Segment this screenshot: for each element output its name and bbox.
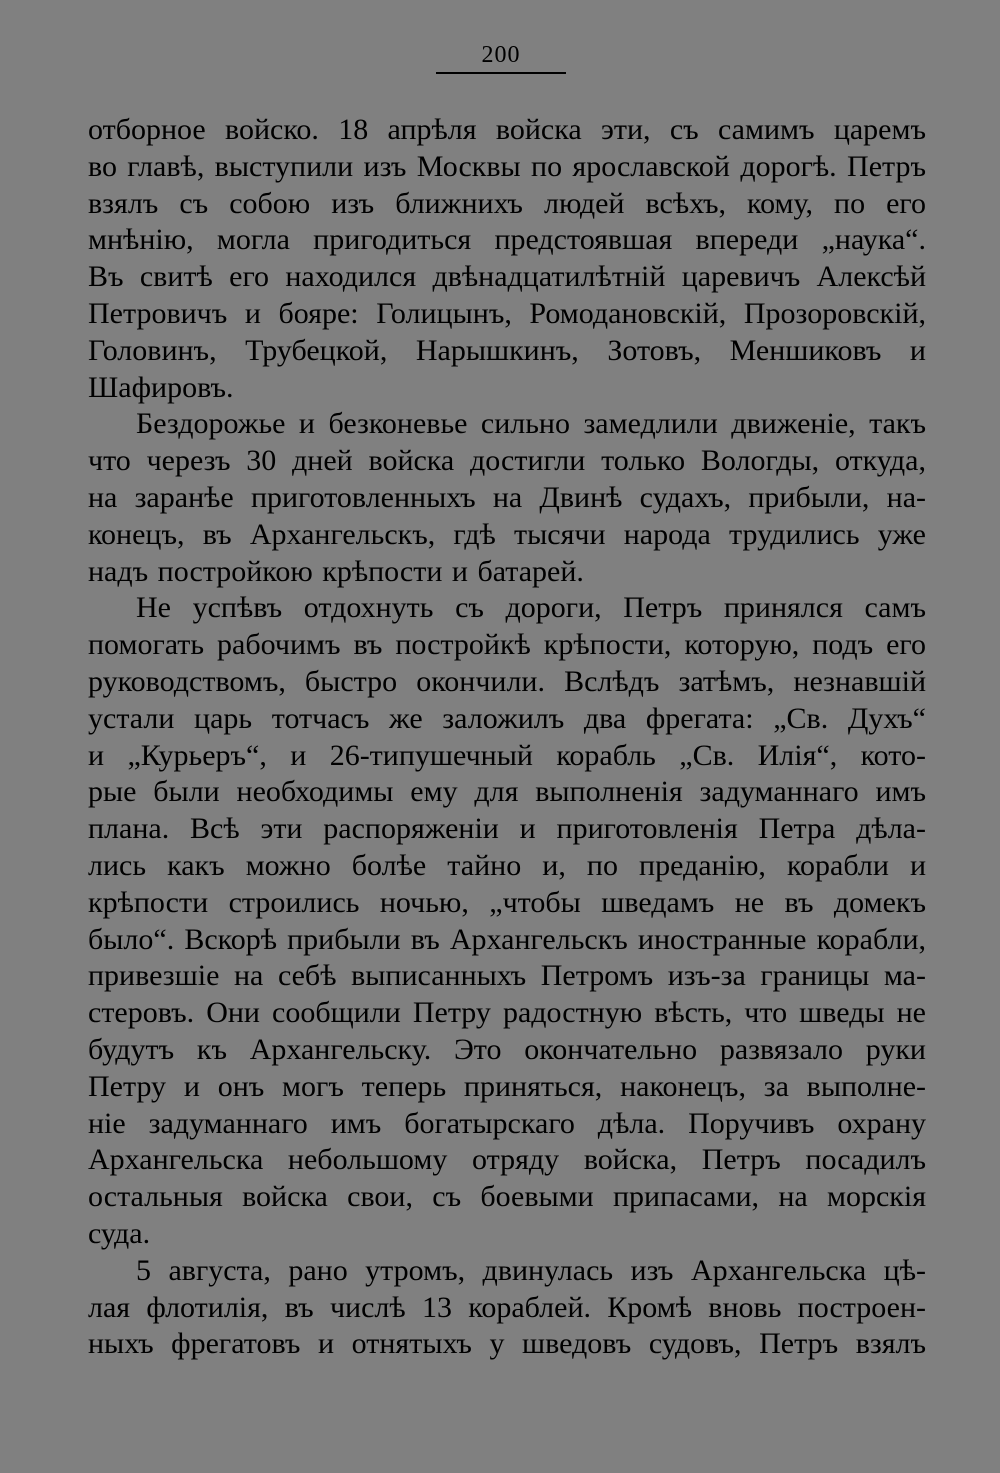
paragraph <box>88 1253 926 1363</box>
text-line: и „Курьеръ“, и 26-типушечный корабль „Св. Илія“, кото- <box>88 738 926 772</box>
text-line: Петру и онъ могъ теперь приняться, наконецъ, за выполне- <box>88 1069 926 1103</box>
text-line: что черезъ 30 дней войска достигли только Вологды, откуда, <box>88 444 926 478</box>
text-line: стеровъ. Они сообщили Петру радостную вѣсть, что шведы не <box>88 996 926 1030</box>
text-line: во главѣ, выступили изъ Москвы по ярославской дорогѣ. Петръ <box>88 149 926 183</box>
text-line: отборное войско. 18 апрѣля войска эти, съ самимъ царемъ <box>88 113 926 146</box>
text-line: лись какъ можно болѣе тайно и, по преданію, корабли и <box>88 848 926 882</box>
body-text <box>88 112 926 1363</box>
text-line: Не успѣвъ отдохнуть съ дороги, Петръ принялся самъ <box>136 591 926 625</box>
text-line: надъ постройкою крѣпости и батарей. <box>88 554 584 588</box>
text-line: лая флотилія, въ числѣ 13 кораблей. Кромѣ вновь построен- <box>88 1290 926 1324</box>
text-line: Головинъ, Трубецкой, Нарышкинъ, Зотовъ, Меншиковъ и <box>88 333 926 367</box>
text-line: на заранѣе приготовленныхъ на Двинѣ судахъ, прибыли, на- <box>88 480 926 514</box>
text-line: было“. Вскорѣ прибыли въ Архангельскъ иностранные корабли, <box>88 922 926 956</box>
text-line: будутъ къ Архангельску. Это окончательно развязало руки <box>88 1032 926 1066</box>
text-line: мнѣнію, могла пригодиться предстоявшая впереди „наука“. <box>88 223 926 257</box>
text-line: 5 августа, рано утромъ, двинулась изъ Архангельска цѣ- <box>136 1253 926 1287</box>
text-line: крѣпости строились ночью, „чтобы шведамъ не въ домекъ <box>88 885 926 919</box>
text-line: ніе задуманнаго имъ богатырскаго дѣла. Поручивъ охрану <box>88 1106 926 1140</box>
text-line: Бездорожье и безконевье сильно замедлили движеніе, такъ <box>136 407 926 441</box>
page-number: 200 <box>481 42 521 68</box>
text-line: суда. <box>88 1216 151 1250</box>
text-line: Въ свитѣ его находился двѣнадцатилѣтній царевичъ Алексѣй <box>88 260 926 294</box>
text-line: взялъ съ собою изъ ближнихъ людей всѣхъ, кому, по его <box>88 186 926 220</box>
text-line: руководствомъ, быстро окончили. Вслѣдъ затѣмъ, незнавшій <box>88 664 926 698</box>
text-line: Петровичъ и бояре: Голицынъ, Ромодановскій, Прозоровскій, <box>88 296 926 330</box>
page-number-rule <box>436 72 566 74</box>
text-line: конецъ, въ Архангельскъ, гдѣ тысячи народа трудились уже <box>88 517 926 551</box>
text-line: помогать рабочимъ въ постройкѣ крѣпости, которую, подъ его <box>88 628 926 662</box>
text-line: Шафировъ. <box>88 370 234 404</box>
text-line: привезшіе на себѣ выписанныхъ Петромъ изъ-за границы ма- <box>88 959 926 993</box>
text-line: плана. Всѣ эти распоряженіи и приготовленія Петра дѣла- <box>88 812 926 846</box>
text-line: рые были необходимы ему для выполненія задуманнаго имъ <box>88 775 926 809</box>
paragraph <box>88 406 926 590</box>
text-line: остальныя войска свои, съ боевыми припасами, на морскія <box>88 1180 926 1214</box>
text-line: Архангельска небольшому отряду войска, Петръ посадилъ <box>88 1143 926 1177</box>
text-line: ныхъ фрегатовъ и отнятыхъ у шведовъ судовъ, Петръ взялъ <box>88 1327 926 1361</box>
paragraph <box>88 590 926 1252</box>
text-line: устали царь тотчасъ же заложилъ два фрегата: „Св. Духъ“ <box>88 701 926 735</box>
paragraph <box>88 112 926 406</box>
